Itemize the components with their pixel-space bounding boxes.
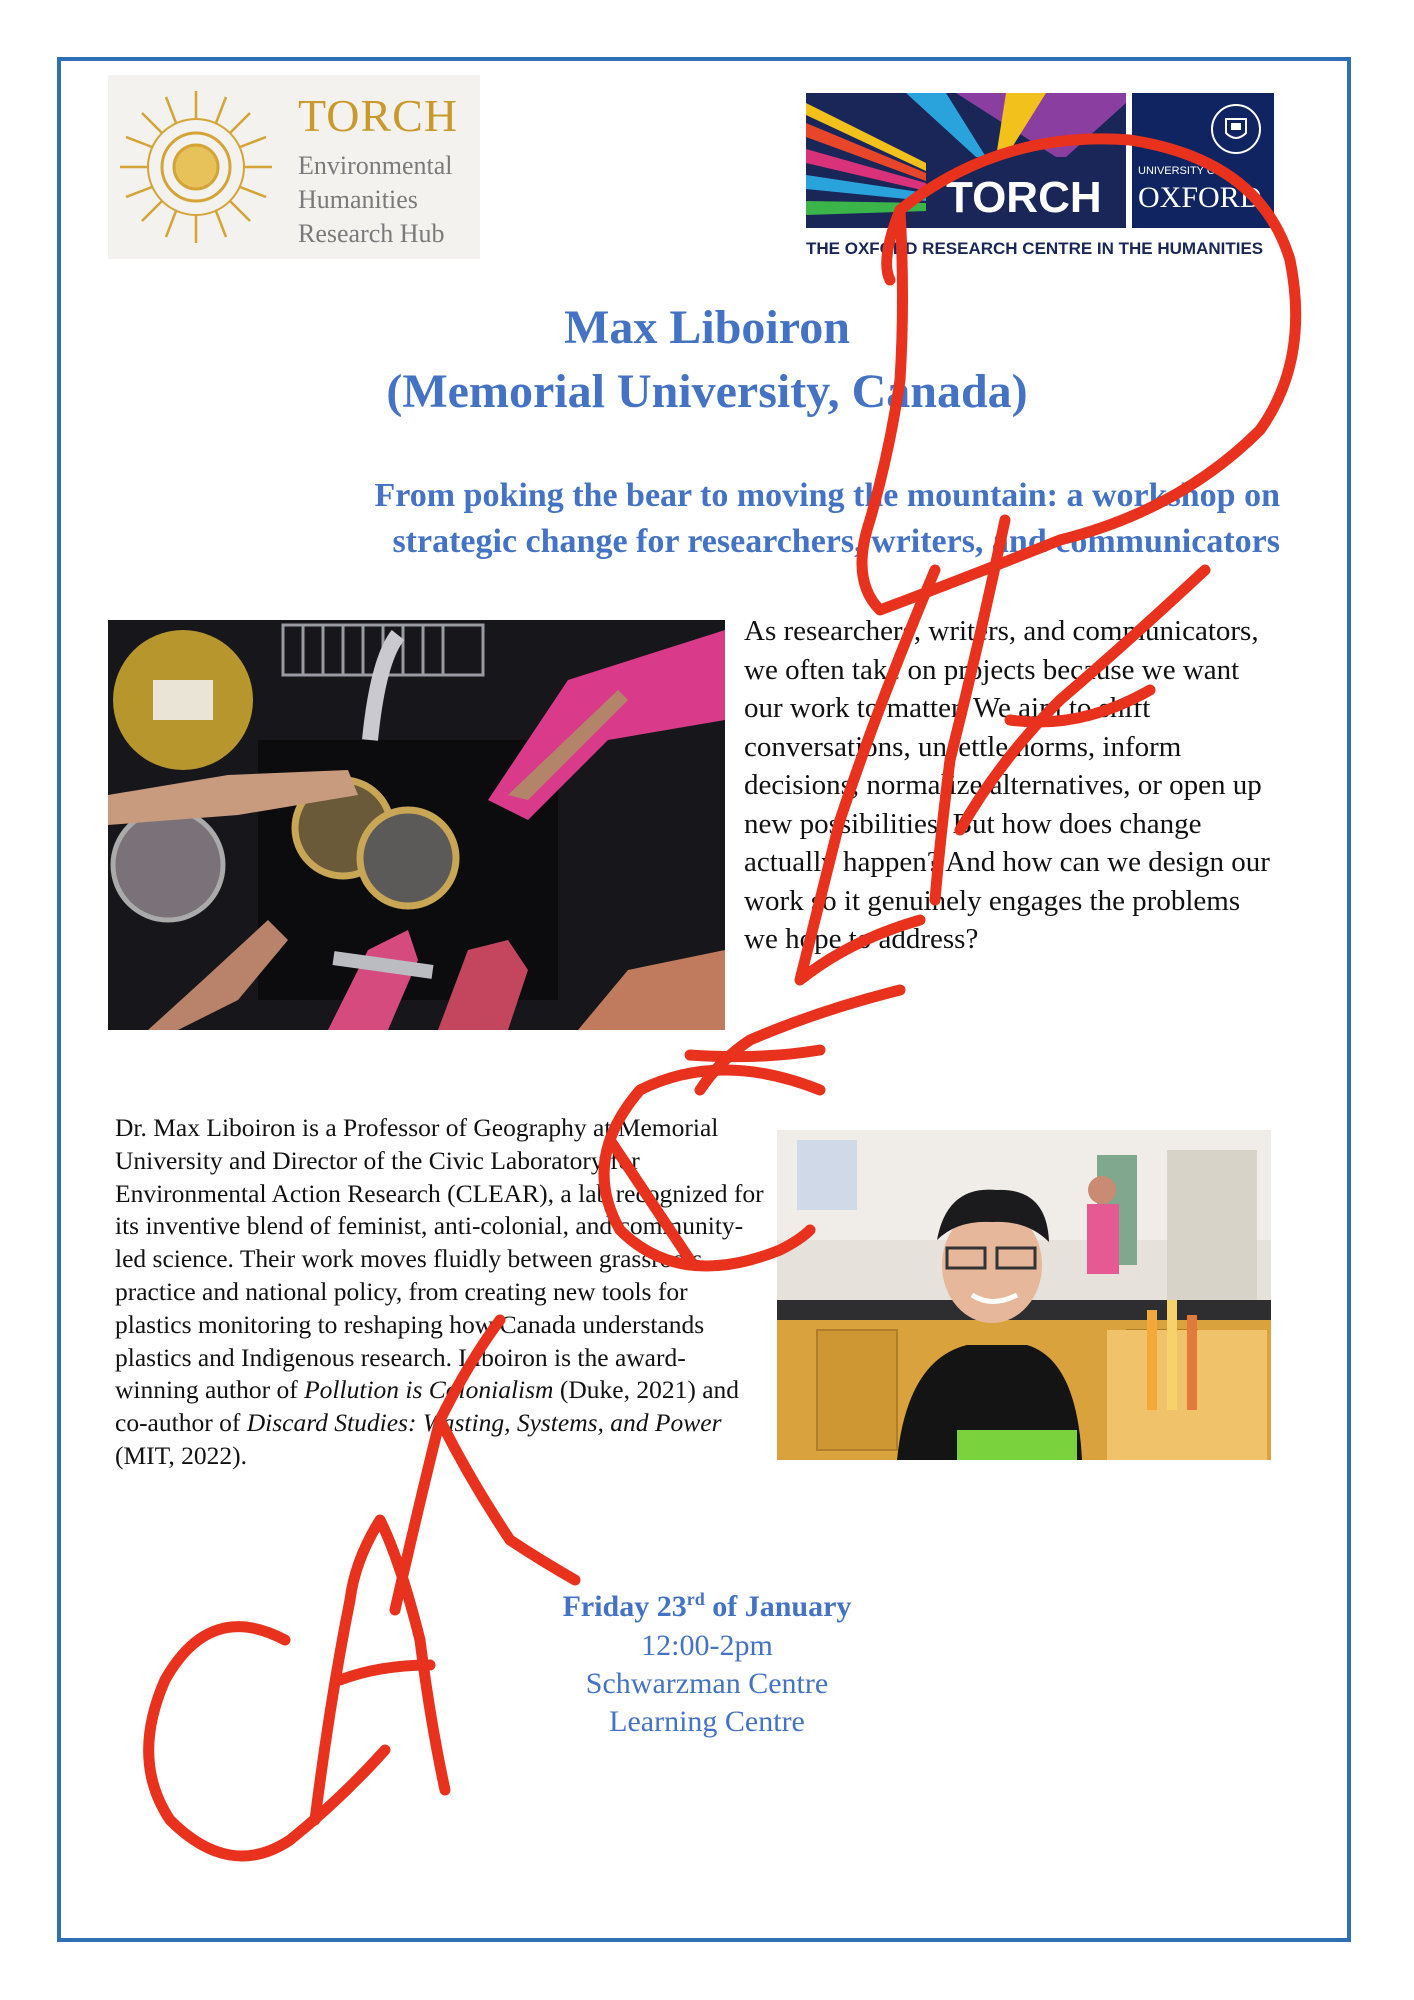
event-venue-room: Learning Centre <box>609 1705 805 1738</box>
logo-brand-text: TORCH <box>298 90 459 141</box>
torch-tagline: THE OXFORD RESEARCH CENTRE IN THE HUMANITIES <box>806 239 1264 258</box>
speaker-portrait-photo <box>777 1130 1271 1460</box>
oxford-university-box <box>1132 93 1274 228</box>
logo-line: Humanities <box>298 185 418 214</box>
bio-text: (MIT, 2022). <box>115 1440 247 1470</box>
torch-oxford-logo <box>806 93 1274 265</box>
event-time: 12:00-2pm <box>641 1629 773 1662</box>
event-date-day: Friday 23 <box>562 1590 687 1623</box>
event-date-month: of January <box>704 1590 852 1623</box>
university-of-text: UNIVERSITY OF <box>1138 165 1223 177</box>
book-title: Pollution is Colonialism <box>304 1375 554 1405</box>
oxford-text: OXFORD <box>1138 181 1262 214</box>
torch-stripes-graphic <box>806 93 1126 228</box>
workshop-title-line1: From poking the bear to moving the mountain: a workshop on <box>374 477 1280 514</box>
workshop-description: As researchers, writers, and communicators, we often take on projects because we want our work to matter. We aim to shift conversations, unsettle norms, inform decisions, normalize alternatives, or open up new possibilities. But how does change actually happen? And how can we design our work so it genuinely engages the problems we hope to address? <box>744 615 1270 955</box>
speaker-affiliation: (Memorial University, Canada) <box>386 365 1028 418</box>
book-title: Discard Studies: Wasting, Systems, and Power <box>246 1408 722 1438</box>
speaker-bio <box>115 1112 765 1473</box>
sun-emblem-icon <box>116 87 276 247</box>
speaker-name: Max Liboiron <box>564 301 850 354</box>
workshop-title-line2: strategic change for researchers, writers, and communicators <box>392 523 1280 560</box>
logo-line: Environmental <box>298 151 453 180</box>
event-date-ordinal: rd <box>686 1589 705 1609</box>
torch-wordmark: TORCH <box>946 173 1102 222</box>
event-date <box>60 1588 1354 1626</box>
event-venue: Schwarzman Centre <box>585 1667 829 1700</box>
oxford-crest-icon <box>1210 103 1262 155</box>
bio-text: Dr. Max Liboiron is a Professor of Geography at Memorial University and Director of the Civic Laboratory for Environmental Action Research (CLEAR), a lab recognized for its inventive blend of feminist, anti-colonial, and community-led science. Their work moves fluidly between grassroots practice and national policy, from creating new tools for plastics monitoring to reshaping how Canada understands plastics and Indigenous research. Liboiron is the award-winning author of <box>115 1113 764 1405</box>
torch-environmental-humanities-logo <box>108 75 480 259</box>
bio-text: (Duke, 2021) and co-author of <box>115 1375 740 1438</box>
lab-sink-photo <box>108 620 725 1030</box>
logo-line: Research Hub <box>298 219 445 248</box>
